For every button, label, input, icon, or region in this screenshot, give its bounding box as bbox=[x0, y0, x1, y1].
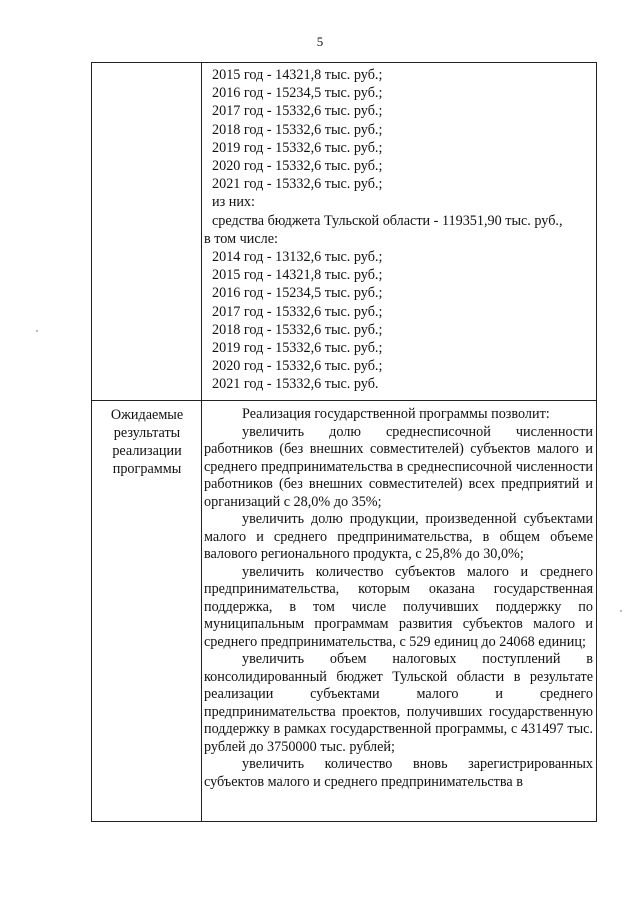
funding-line: 2017 год - 15332,6 тыс. руб.; bbox=[212, 103, 383, 120]
funding-line: 2019 год - 15332,6 тыс. руб.; bbox=[212, 139, 383, 156]
result-item: увеличить количество субъектов малого и среднего предпринимательства, которым оказана государственная поддержка, в том числе получивших поддержку по муниципальным программам развития субъектов малого и среднего предпринимательства, с 529 единиц до 24068 единиц; bbox=[204, 563, 593, 650]
program-passport-table bbox=[91, 62, 597, 822]
funding-line: 2019 год - 15332,6 тыс. руб.; bbox=[212, 340, 383, 357]
funding-line: 2015 год - 14321,8 тыс. руб.; bbox=[212, 267, 383, 284]
funding-line: средства бюджета Тульской области - 119351,90 тыс. руб., bbox=[212, 212, 563, 229]
result-item: увеличить долю среднесписочной численности работников (без внешних совместителей) субъектов малого и среднего предпринимательства в среднесписочной численности работников (без внешних совместителей) всех предприятий и организаций с 28,0% до 35%; bbox=[204, 423, 593, 510]
scan-speck bbox=[620, 610, 622, 612]
funding-line: 2016 год - 15234,5 тыс. руб.; bbox=[212, 85, 383, 102]
funding-line: 2020 год - 15332,6 тыс. руб.; bbox=[212, 358, 383, 375]
funding-line: 2021 год - 15332,6 тыс. руб.; bbox=[212, 176, 383, 193]
funding-line: 2017 год - 15332,6 тыс. руб.; bbox=[212, 303, 383, 320]
scan-speck bbox=[36, 330, 38, 332]
results-intro: Реализация государственной программы позволит: bbox=[242, 406, 550, 422]
result-item: увеличить долю продукции, произведенной субъектами малого и среднего предпринимательства, в общем объеме валового регионального продукта, с 25,8% до 30,0%; bbox=[204, 511, 593, 562]
funding-line: 2014 год - 13132,6 тыс. руб.; bbox=[212, 249, 383, 266]
result-item: увеличить объем налоговых поступлений в консолидированный бюджет Тульской области в результате реализации субъектами малого и среднего предпринимательства проектов, получивших государственную поддержку в рамках государственной программы, с 431497 тыс. рублей до 3750000 тыс. рублей; bbox=[204, 651, 593, 755]
row-divider bbox=[92, 400, 596, 401]
results-cell bbox=[204, 406, 593, 814]
funding-line: 2015 год - 14321,8 тыс. руб.; bbox=[212, 67, 383, 83]
funding-line: 2020 год - 15332,6 тыс. руб.; bbox=[212, 158, 383, 175]
funding-line: в том числе: bbox=[204, 230, 278, 247]
funding-line: 2018 год - 15332,6 тыс. руб.; bbox=[212, 121, 383, 138]
column-divider bbox=[201, 63, 202, 821]
funding-line: из них: bbox=[212, 194, 255, 211]
results-label: Ожидаемые результаты реализации программы bbox=[110, 407, 184, 477]
page-number: 5 bbox=[316, 34, 324, 49]
funding-line: 2018 год - 15332,6 тыс. руб.; bbox=[212, 321, 383, 338]
result-item: увеличить количество вновь зарегистрированных субъектов малого и среднего предпринимательства в bbox=[204, 756, 593, 790]
funding-line: 2021 год - 15332,6 тыс. руб. bbox=[212, 376, 379, 393]
funding-cell bbox=[204, 66, 592, 394]
funding-line: 2016 год - 15234,5 тыс. руб.; bbox=[212, 285, 383, 302]
